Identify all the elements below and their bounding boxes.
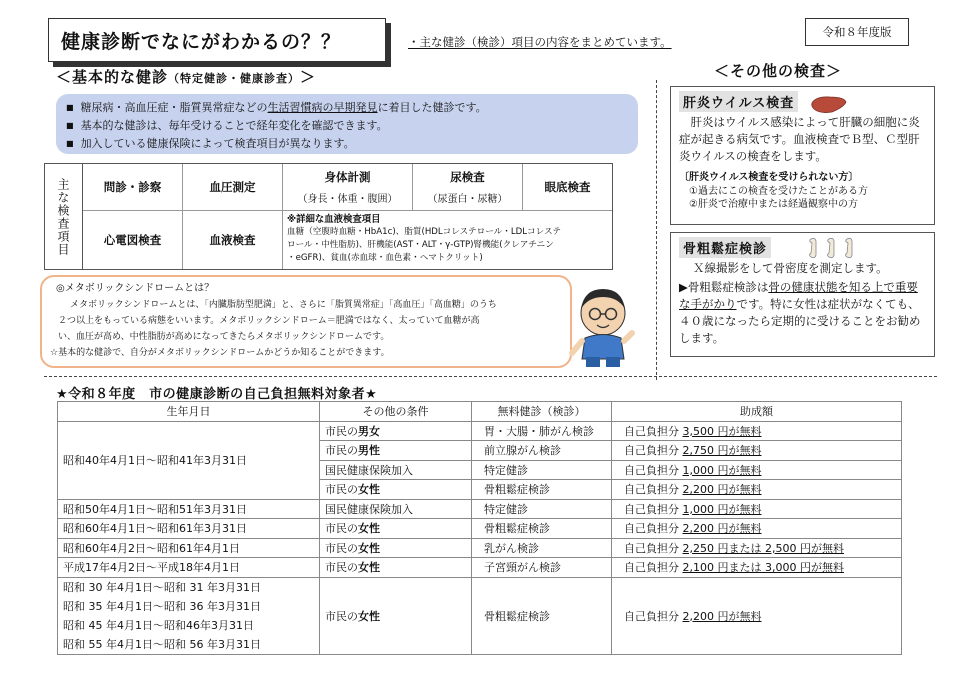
birthdate-cell: 平成17年4月2日～平成18年4月1日: [58, 558, 320, 578]
hepatitis-exclusions: ①過去にこの検査を受けたことがある方 ②肝炎で治療中または経過観察中の方: [689, 186, 868, 210]
basic-checkup-list: [56, 94, 638, 154]
header-amount: 助成額: [612, 402, 902, 422]
basic-bullet-3: ■ 加入している健康保険によって検査項目が異なります。: [66, 135, 638, 153]
hepatitis-test-box: 肝炎ウイルス検査 肝炎はウイルス感染によって肝臓の細胞に炎症が起きる病気です。血液検査でＢ型、Ｃ型肝炎ウイルスの検査をします。 〔肝炎ウイルス検査を受けられない方〕 ①過去にこの検査を受けたことがある方 ②肝炎で治療中または経過観察中の方: [670, 86, 935, 225]
table-row: 昭和60年4月1日～昭和61年3月31日 市民の女性 骨粗鬆症検診 自己負担分 2,200 円が無料: [58, 519, 902, 539]
osteoporosis-test-box: 骨粗鬆症検診 Ｘ線撮影をして骨密度を測定します。 ▶骨粗鬆症検診は骨の健康状態を知る上で重要な手がかりです。特に女性は症状がなくても、４０歳になったら定期的に受けることをお勧めします。: [670, 232, 935, 357]
free-targets-table: [57, 401, 902, 655]
liver-icon: [810, 95, 848, 115]
metabolic-title: ◎メタボリックシンドロームとは？: [56, 283, 215, 294]
header-condition: その他の条件: [320, 402, 472, 422]
items-label: 主な検査項目: [45, 164, 83, 269]
table-row: 市民の女性 骨粗鬆症検診 自己負担分 2,200 円が無料: [58, 480, 902, 500]
osteoporosis-title: 骨粗鬆症検診: [679, 237, 771, 258]
item-blood-test: 血液検査: [183, 211, 283, 269]
table-row: 国民健康保険加入 特定健診 自己負担分 1,000 円が無料: [58, 460, 902, 480]
hepatitis-title: 肝炎ウイルス検査: [679, 91, 798, 112]
birthdate-cell: 昭和60年4月1日～昭和61年3月31日: [58, 519, 320, 539]
header-birthdate: 生年月日: [58, 402, 320, 422]
table-header-row: [58, 402, 902, 422]
item-blood-pressure: 血圧測定: [183, 164, 283, 211]
basic-checkup-heading: ＜基本的な健診（特定健診・健康診査）＞: [56, 68, 317, 86]
table-row: 昭和60年4月2日～昭和61年4月1日 市民の女性 乳がん検診 自己負担分 2,250 円または 2,500 円が無料: [58, 538, 902, 558]
table-row: 昭和50年4月1日～昭和51年3月31日 国民健康保険加入 特定健診 自己負担分 1,000 円が無料: [58, 499, 902, 519]
section-divider: [44, 376, 937, 377]
item-urine: 尿検査 （尿蛋白・尿糖）: [413, 164, 523, 211]
column-divider: [656, 80, 657, 380]
birthdate-cell: 昭和50年4月1日～昭和51年3月31日: [58, 499, 320, 519]
table-row: 市民の男性 前立腺がん検診 自己負担分 2,750 円が無料: [58, 441, 902, 461]
free-targets-heading: ★令和８年度 市の健康診断の自己負担無料対象者★: [56, 387, 378, 402]
item-ecg: 心電図検査: [83, 211, 183, 269]
header-exam: 無料健診（検診）: [472, 402, 612, 422]
edition-badge: 令和８年度版: [805, 18, 909, 46]
table-row: 昭和 30 年4月1日～昭和 31 年3月31日 昭和 35 年4月1日～昭和 36 年3月31日 昭和 45 年4月1日～昭和46年3月31日 昭和 55 年4月1日～昭和 56 年3月31日 市民の女性 骨粗鬆症検診 自己負担分 2,200 円が無料: [58, 577, 902, 654]
main-items-table: [44, 163, 613, 270]
item-fundus: 眼底検査: [523, 164, 612, 211]
page-title: 健康診断でなにがわかるの？？: [48, 18, 386, 62]
table-row: 昭和40年4月1日～昭和41年3月31日 市民の男女 胃・大腸・肺がん検診 自己負担分 3,500 円が無料: [58, 421, 902, 441]
table-row: 平成17年4月2日～平成18年4月1日 市民の女性 子宮頸がん検診 自己負担分 2,100 円または 3,000 円が無料: [58, 558, 902, 578]
metabolic-syndrome-box: ◎メタボリックシンドロームとは？ メタボリックシンドロームとは、「内臓脂肪型肥満」と、さらに「脂質異常症」「高血圧」「高血糖」のうち ２つ以上をもっている病態をいいます。メタボリックシンドローム＝肥満ではなく、太っていて血糖が高 い、血圧が高め、中性脂肪が高めになってきたらメタボリックシンドロームです。 ☆基本的な健診で、自分がメタボリックシンドロームかどうか知ることができます。: [40, 275, 572, 368]
page-subtitle: ・主な健診（検診）項目の内容をまとめています。: [408, 35, 672, 49]
blood-test-detail: ※詳細な血液検査項目 血糖（空腹時血糖・HbA1c)、脂質(HDLコレステロール・LDLコレステ ロール・中性脂肪)、肝機能(AST・ALT・γ-GTP)腎機能(クレアチニン ・eGFR)、貧血(赤血球・血色素・ヘマトクリット): [287, 214, 561, 263]
birthdate-cell: 昭和40年4月1日～昭和41年3月31日: [58, 421, 320, 499]
item-body-measure: 身体計測 （身長・体重・腹囲）: [283, 164, 413, 211]
basic-bullet-2: ■ 基本的な健診は、毎年受けることで経年変化を確認できます。: [66, 117, 638, 135]
birthdate-cell: 昭和60年4月2日～昭和61年4月1日: [58, 538, 320, 558]
running-person-icon: [568, 283, 638, 373]
item-interview: 問診・診察: [83, 164, 183, 211]
birthdate-cell: 昭和 30 年4月1日～昭和 31 年3月31日 昭和 35 年4月1日～昭和 36 年3月31日 昭和 45 年4月1日～昭和46年3月31日 昭和 55 年4月1日～昭和 56 年3月31日: [58, 577, 320, 654]
other-tests-heading: ＜その他の検査＞: [714, 62, 843, 80]
bone-icon: [805, 236, 861, 260]
basic-bullet-1: ■ 糖尿病・高血圧症・脂質異常症などの生活習慣病の早期発見に着目した健診です。: [66, 99, 638, 117]
